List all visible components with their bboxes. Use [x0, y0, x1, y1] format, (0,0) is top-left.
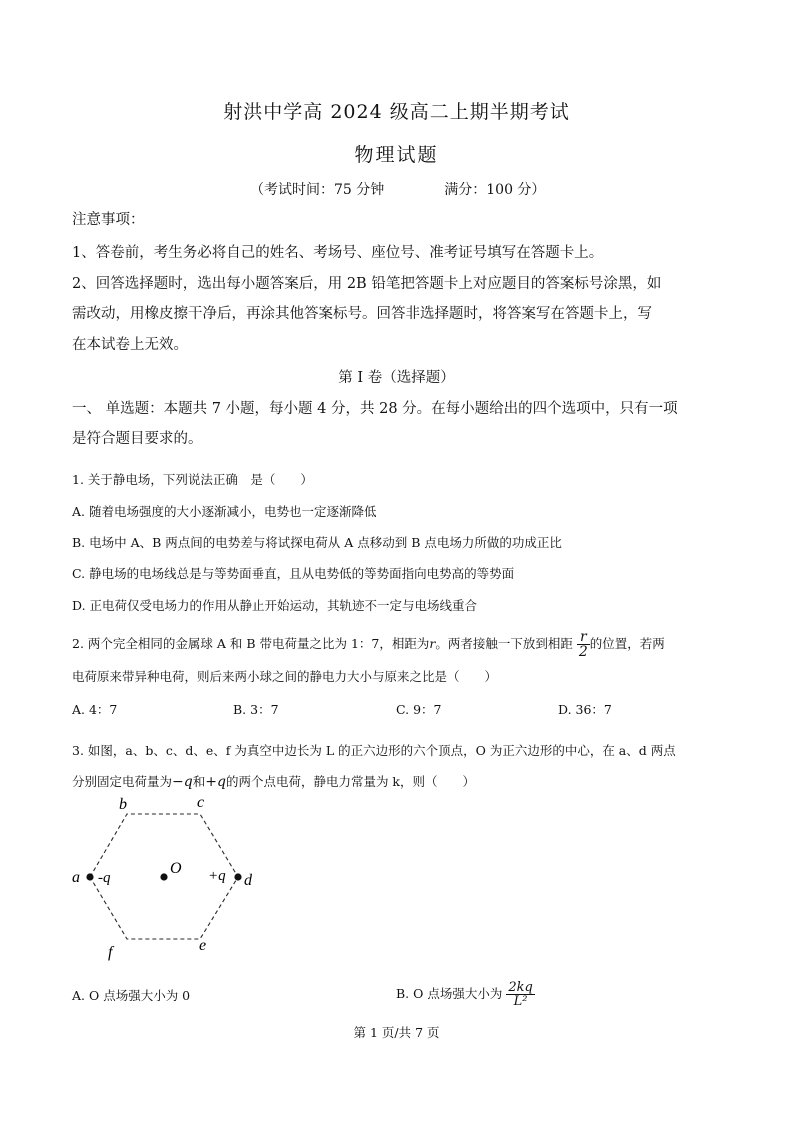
q3-stem-line-2: 分别固定电荷量为−q和+q的两个点电荷，静电力常量为 k，则（ ）: [72, 774, 475, 790]
note-2-line-2: 需改动，用橡皮擦干净后，再涂其他答案标号。回答非选择题时，将答案写在答题卡上，写: [72, 306, 652, 322]
exam-info: [250, 179, 545, 199]
center-o-dot: [160, 873, 167, 880]
center-o-label: O: [170, 860, 182, 877]
vertex-d-label: d: [244, 872, 252, 889]
exam-subtitle: 物理试题: [354, 144, 439, 166]
charge-d-dot: [234, 873, 241, 880]
q2-stem-line-2: 电荷原来带异种电荷，则后来两小球之间的静电力大小与原来之比是（ ）: [72, 669, 498, 684]
q2-option-b: B. 3：7: [233, 702, 279, 717]
notes-heading: 注意事项：: [72, 212, 145, 228]
note-1: 1、答卷前，考生务必将自己的姓名、考场号、座位号、准考证号填写在答题卡上。: [72, 245, 604, 261]
q2-option-a: A. 4：7: [72, 702, 118, 717]
volume-heading: 第 I 卷（选择题）: [338, 370, 455, 386]
vertex-e-label: e: [199, 937, 207, 954]
q2-stem-line-1: 2. 两个完全相同的金属球 A 和 B 带电荷量之比为 1：7，相距为r。两者接触一下放到相距 $\frac{r}{2}$ 的位置，若两: [72, 629, 665, 660]
q3-b-fraction: $\frac{2kq}{\text{L²}}$: [508, 980, 533, 1009]
exam-score: 满分：100 分）: [444, 182, 546, 198]
page-footer: 第 1 页/共 7 页: [353, 1025, 440, 1040]
q1-stem: 1. 关于静电场，下列说法正确 是（ ）: [72, 472, 313, 487]
exam-title: 射洪中学高 2024 级高二上期半期考试: [223, 101, 570, 123]
charge-a-label: -q: [98, 870, 111, 886]
vertex-a-label: a: [72, 869, 80, 886]
q1-option-c: C. 静电场的电场线总是与等势面垂直，且从电势低的等势面指向电势高的等势面: [72, 566, 515, 581]
note-2-line-3: 在本试卷上无效。: [72, 337, 188, 353]
charge-d-label: +q: [208, 868, 226, 884]
exam-time: （考试时间：75 分钟: [250, 182, 385, 198]
charge-a-dot: [86, 873, 93, 880]
vertex-c-label: c: [197, 794, 205, 811]
q3-option-b: B. O 点场强大小为 $\frac{2kq}{\text{L²}}$: [396, 980, 533, 1009]
q1-option-a: A. 随着电场强度的大小逐渐减小，电势也一定逐渐降低: [72, 504, 377, 519]
q2-option-d: D. 36：7: [558, 702, 612, 717]
vertex-f-label: f: [108, 944, 113, 961]
q3-option-a: A. O 点场强大小为 0: [72, 988, 191, 1003]
hexagon-figure: [62, 790, 272, 970]
q2-option-c: C. 9：7: [396, 702, 442, 717]
q3-stem-line-1: 3. 如图，a、b、c、d、e、f 为真空中边长为 L 的正六边形的六个顶点，O 为正六边形的中心，在 a、d 两点: [72, 743, 676, 758]
vertex-b-label: b: [119, 796, 127, 813]
q1-option-b: B. 电场中 A、B 两点间的电势差与将试探电荷从 A 点移动到 B 点电场力所做的功成正比: [72, 535, 562, 550]
part-heading-line-2: 是符合题目要求的。: [72, 431, 203, 447]
q2-fraction: $\frac{r}{2}$: [578, 629, 588, 660]
note-2-line-1: 2、回答选择题时，选出每小题答案后，用 2B 铅笔把答题卡上对应题目的答案标号涂黑，如: [72, 276, 662, 292]
q1-option-d: D. 正电荷仅受电场力的作用从静止开始运动，其轨迹不一定与电场线重合: [72, 598, 478, 613]
part-heading-line-1: 一、 单选题：本题共 7 小题，每小题 4 分，共 28 分。在每小题给出的四个选项中，只有一项: [72, 401, 678, 417]
